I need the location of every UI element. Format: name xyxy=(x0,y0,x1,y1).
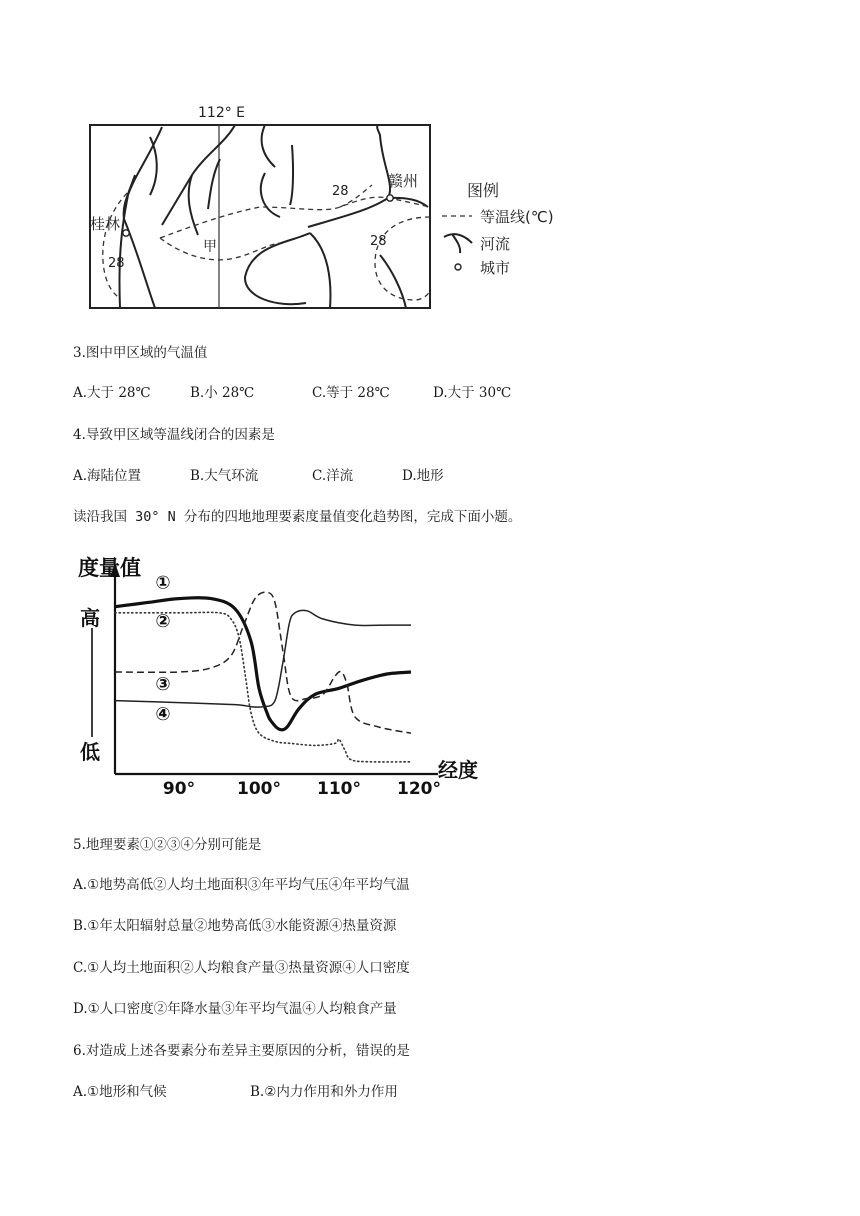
x-tick-label: 90° xyxy=(162,779,196,799)
city-label-guilin: 桂林 xyxy=(90,215,121,233)
question-6-option-b: B.②内力作用和外力作用 xyxy=(250,1084,398,1100)
question-3-option-a: A.大于 28℃ xyxy=(73,385,151,401)
series-label-4: ④ xyxy=(155,704,171,726)
series-label-2: ② xyxy=(155,610,171,632)
longitude-label: 112° E xyxy=(198,105,246,121)
map-legend xyxy=(442,181,554,277)
legend-title: 图例 xyxy=(467,181,500,200)
series-label-1: ① xyxy=(155,572,171,594)
isotherm-label: 28 xyxy=(108,256,125,271)
chart-intro-text: 读沿我国 30° N 分布的四地地理要素度量值变化趋势图，完成下面小题。 xyxy=(73,509,522,525)
question-5-text: 5.地理要素①②③④分别可能是 xyxy=(73,837,262,853)
question-3-text: 3.图中甲区域的气温值 xyxy=(73,345,208,361)
city-marker-guilin xyxy=(123,230,129,236)
question-4-option-b: B.大气环流 xyxy=(190,468,259,484)
y-axis-label: 度量值 xyxy=(78,556,141,580)
question-5-option-d: D.①人口密度②年降水量③年平均气温④人均粮食产量 xyxy=(73,1001,397,1017)
question-5-option-c: C.①人均土地面积②人均粮食产量③热量资源④人口密度 xyxy=(73,960,410,976)
trend-line-chart xyxy=(70,545,510,800)
x-tick-label: 100° xyxy=(237,779,281,799)
y-low-label: 低 xyxy=(80,740,100,764)
x-tick-label: 110° xyxy=(317,779,361,799)
city-marker-ganzhou xyxy=(387,195,393,201)
question-4-option-a: A.海陆位置 xyxy=(73,468,142,484)
isotherm-label: 28 xyxy=(370,234,387,249)
legend-isotherm-label: 等温线(℃) xyxy=(480,208,554,226)
legend-city-label: 城市 xyxy=(480,259,511,277)
question-5-option-a: A.①地势高低②人均土地面积③年平均气压④年平均气温 xyxy=(73,877,410,893)
area-label-jia: 甲 xyxy=(203,239,217,255)
question-4-option-c: C.洋流 xyxy=(312,468,354,484)
question-4-option-d: D.地形 xyxy=(402,468,444,484)
x-tick-label: 120° xyxy=(397,779,441,799)
legend-city-symbol xyxy=(455,264,461,270)
isotherm-label: 28 xyxy=(332,184,349,199)
legend-river-label: 河流 xyxy=(480,235,511,253)
x-axis-label: 经度 xyxy=(438,758,478,782)
question-6-text: 6.对造成上述各要素分布差异主要原因的分析，错误的是 xyxy=(73,1043,410,1059)
y-high-label: 高 xyxy=(80,606,100,630)
question-3-option-b: B.小 28℃ xyxy=(190,385,255,401)
legend-river-symbol xyxy=(444,234,472,253)
question-5-option-b: B.①年太阳辐射总量②地势高低③水能资源④热量资源 xyxy=(73,918,397,934)
question-3-option-c: C.等于 28℃ xyxy=(312,385,390,401)
series-label-3: ③ xyxy=(155,674,171,695)
question-3-option-d: D.大于 30℃ xyxy=(433,385,512,401)
isotherm-map-figure xyxy=(80,95,580,320)
city-label-ganzhou: 赣州 xyxy=(388,172,419,190)
question-4-text: 4.导致甲区域等温线闭合的因素是 xyxy=(73,427,275,443)
question-6-option-a: A.①地形和气候 xyxy=(73,1084,167,1100)
rivers xyxy=(119,125,428,308)
